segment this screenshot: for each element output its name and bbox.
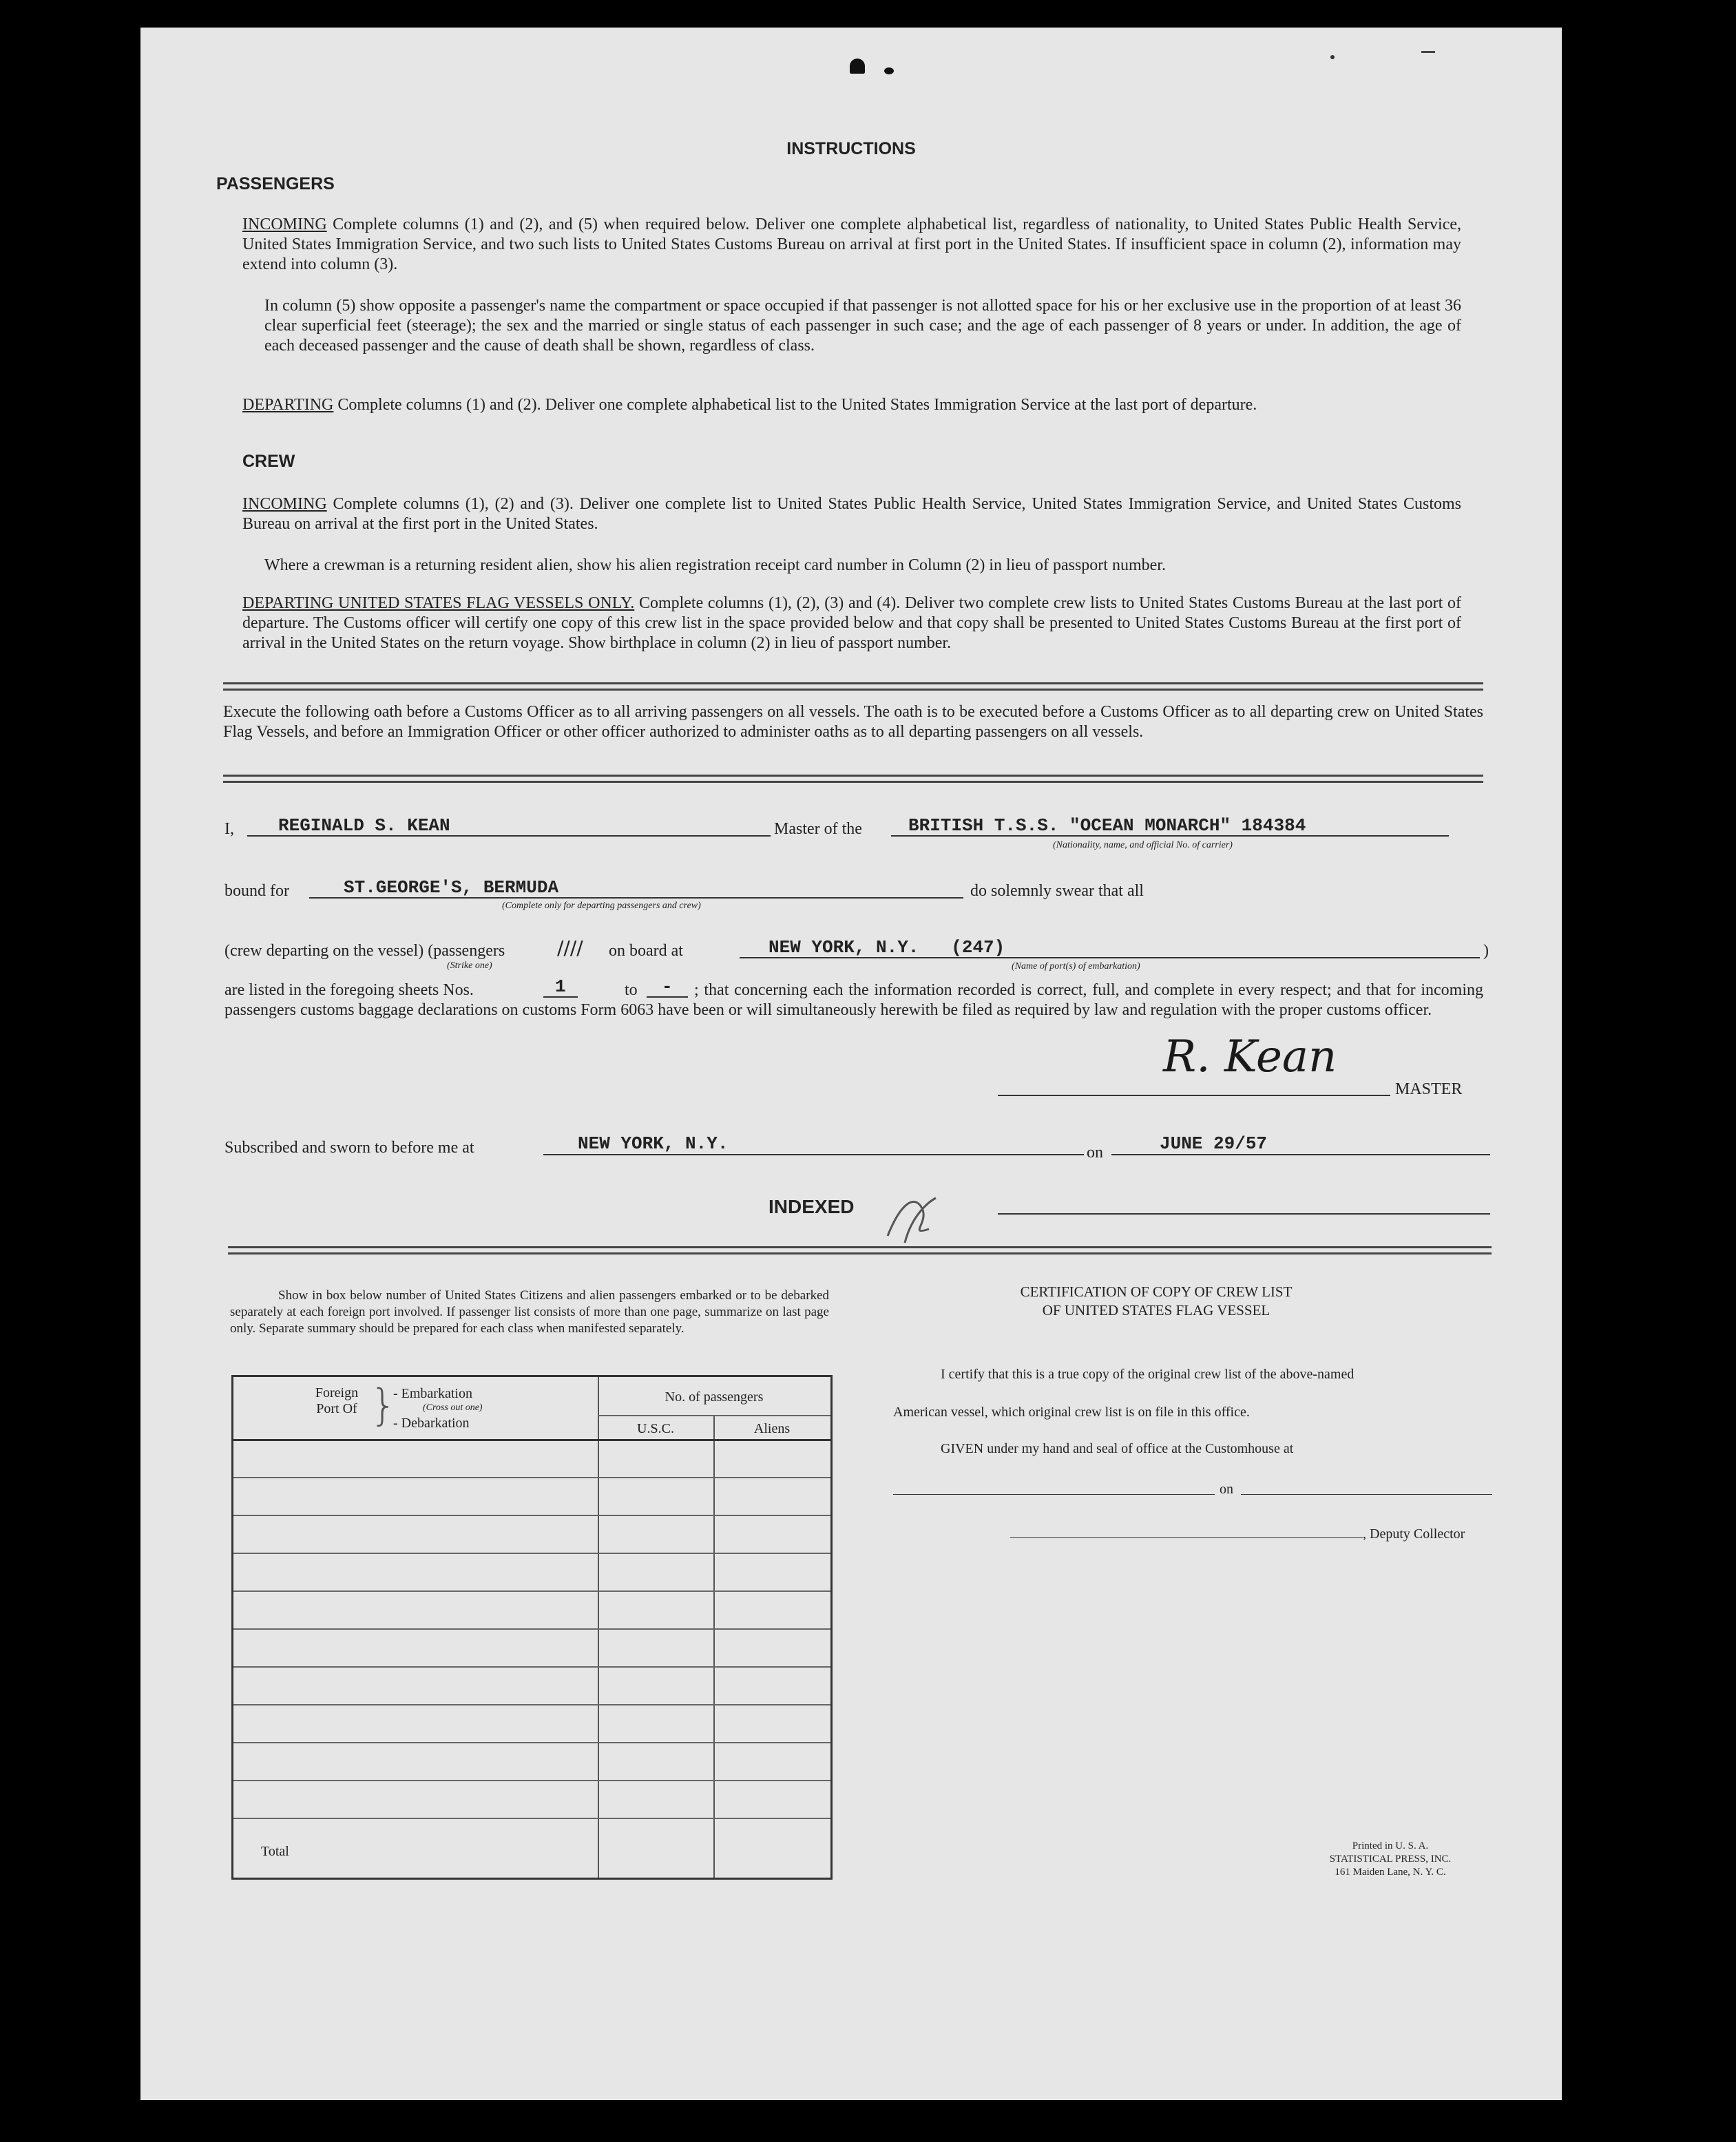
- usc-header: U.S.C.: [637, 1421, 674, 1436]
- crew-resident-paragraph: Where a crewman is a returning resident alien, show his alien registration receipt card number in Column (2) in lieu of passport number.: [264, 556, 1166, 574]
- swear-text: do solemnly swear that all: [970, 882, 1144, 900]
- row-divider: [598, 1415, 830, 1416]
- port-caption: (Name of port(s) of embarkation): [1012, 961, 1140, 972]
- oath-i-label: I,: [224, 820, 234, 838]
- listed-text: ; that concerning each the information recorded is correct, full, and complete in every respect; and that for incoming passengers customs baggage declarations on customs Form 6063 have been or will simultaneously herewith be filed as required by law and regulation with the proper customs officer.: [224, 981, 1483, 1019]
- certification-title-line2: OF UNITED STATES FLAG VESSEL: [1042, 1302, 1270, 1319]
- bound-for-line: [309, 897, 963, 899]
- embarkation-label: - Embarkation: [393, 1386, 472, 1401]
- certification-title: [984, 1283, 1328, 1320]
- crew-heading: CREW: [242, 452, 295, 471]
- total-label: Total: [261, 1844, 289, 1859]
- indexed-line: [998, 1213, 1490, 1215]
- crew-departing-text: (crew departing on the vessel) (passengers: [224, 942, 505, 960]
- passengers-departing-paragraph: [242, 395, 1461, 415]
- subscribed-date-field[interactable]: JUNE 29/57: [1160, 1133, 1268, 1154]
- ink-speck: [1421, 51, 1435, 53]
- customhouse-line: [893, 1494, 1215, 1495]
- divider: [223, 682, 1483, 691]
- row-divider: [233, 1742, 830, 1743]
- vessel-caption: (Nationality, name, and official No. of carrier): [1053, 840, 1233, 850]
- divider: [223, 775, 1483, 783]
- subscribed-label: Subscribed and sworn to before me at: [224, 1139, 474, 1157]
- row-divider: [233, 1477, 830, 1478]
- crew-departing-label: DEPARTING UNITED STATES FLAG VESSELS ONLY.: [242, 594, 635, 612]
- passengers-departing-text: Complete columns (1) and (2). Deliver one complete alphabetical list to the United States Immigration Service at the last port of departure.: [337, 396, 1257, 414]
- passengers-heading: PASSENGERS: [216, 174, 335, 193]
- vessel-line: [891, 835, 1449, 837]
- ink-speck: [884, 67, 894, 74]
- instructions-title: INSTRUCTIONS: [786, 139, 916, 158]
- certify-text: I certify that this is a true copy of the original crew list of the above-named: [941, 1367, 1355, 1382]
- col-divider: [598, 1377, 599, 1878]
- divider: [228, 1246, 1492, 1254]
- close-paren: ): [1483, 942, 1489, 960]
- ink-speck: [1330, 55, 1335, 59]
- passengers-column5-paragraph: In column (5) show opposite a passenger's name the compartment or space occupied if that passenger is not allotted space for his or her exclusive use in the proportion of at least 36 clear superficial feet (steerage); the sex and the married or single status of each passenger in such case; and the age of each passenger of 8 years or under. In addition, the age of each deceased passenger and the cause of death shall be shown, regardless of class.: [264, 297, 1461, 355]
- crew-incoming-label: INCOMING: [242, 495, 327, 513]
- subscribed-on-label: on: [1087, 1144, 1103, 1162]
- bound-for-field[interactable]: ST.GEORGE'S, BERMUDA: [344, 877, 559, 898]
- col-divider: [713, 1415, 715, 1878]
- sheet-to-field[interactable]: -: [662, 976, 673, 997]
- row-divider: [233, 1515, 830, 1516]
- strike-caption: (Strike one): [447, 960, 492, 971]
- master-label: MASTER: [1395, 1080, 1463, 1098]
- row-divider: [233, 1628, 830, 1630]
- on-board-label: on board at: [609, 942, 683, 960]
- to-label: to: [625, 981, 638, 999]
- row-divider: [233, 1780, 830, 1781]
- certification-title-line1: CERTIFICATION OF COPY OF CREW LIST: [1020, 1283, 1293, 1300]
- ink-speck: [850, 59, 865, 74]
- bound-for-label: bound for: [224, 882, 289, 900]
- aliens-header: Aliens: [753, 1421, 791, 1436]
- printer-imprint: [1287, 1840, 1494, 1879]
- indexed-stamp: INDEXED: [768, 1196, 855, 1217]
- subscribed-place-line: [543, 1154, 1084, 1155]
- row-divider: [233, 1553, 830, 1554]
- struck-passengers-mark: ////: [557, 936, 583, 959]
- row-divider: [233, 1704, 830, 1705]
- foreign-port-label: Foreign Port Of: [315, 1385, 359, 1416]
- subscribed-place-field[interactable]: NEW YORK, N.Y.: [578, 1133, 729, 1154]
- given-text: GIVEN under my hand and seal of office at the Customhouse at: [941, 1441, 1294, 1456]
- port-line: [740, 957, 1480, 958]
- listed-label: are listed in the foregoing sheets Nos.: [224, 981, 474, 999]
- master-name-field[interactable]: REGINALD S. KEAN: [278, 815, 450, 836]
- deputy-collector-line: [1010, 1537, 1363, 1538]
- passengers-incoming-text: Complete columns (1) and (2), and (5) when required below. Deliver one complete alphabetical list, regardless of nationality, to United States Public Health Service, United States Immigration Service, and two such lists to United States Customs Bureau on arrival at first port in the United States. If insufficient space in column (2), information may extend into column (3).: [242, 216, 1462, 273]
- crew-incoming-paragraph: [242, 494, 1461, 534]
- deputy-collector-label: , Deputy Collector: [1363, 1526, 1465, 1542]
- sheet-from-field[interactable]: 1: [555, 976, 566, 997]
- certification-on-label: on: [1220, 1482, 1233, 1497]
- passenger-summary-table: [231, 1375, 833, 1880]
- passengers-incoming-paragraph: [242, 215, 1461, 275]
- row-divider: [233, 1818, 830, 1819]
- port-field[interactable]: NEW YORK, N.Y. (247): [768, 937, 1005, 958]
- form-page: [140, 28, 1562, 2100]
- passengers-incoming-label: INCOMING: [242, 216, 327, 233]
- printer-line: STATISTICAL PRESS, INC.: [1329, 1854, 1452, 1865]
- printer-line: Printed in U. S. A.: [1352, 1840, 1429, 1851]
- subscribed-date-line: [1111, 1154, 1490, 1155]
- original-list-text: American vessel, which original crew list is on file in this office.: [893, 1405, 1250, 1420]
- crew-departing-paragraph: [242, 594, 1461, 653]
- master-of-label: Master of the: [774, 820, 862, 838]
- row-divider: [233, 1666, 830, 1668]
- master-signature: R. Kean: [1163, 1031, 1337, 1082]
- oath-intro-paragraph: Execute the following oath before a Customs Officer as to all arriving passengers on all vessels. The oath is to be executed before a Customs Officer as to all departing crew on United States Flag Vessels, and before an Immigration Officer or other officer authorized to administer oaths as to all departing passengers on all vessels.: [223, 703, 1483, 741]
- debarkation-label: - Debarkation: [393, 1416, 470, 1431]
- cross-out-caption: (Cross out one): [423, 1403, 483, 1413]
- bound-for-caption: (Complete only for departing passengers and crew): [502, 901, 701, 911]
- row-divider: [233, 1439, 830, 1441]
- crew-incoming-text: Complete columns (1), (2) and (3). Deliver one complete list to United States Public Health Service, United States Immigration Service, and United States Customs Bureau on arrival at the first port in the United States.: [242, 495, 1461, 533]
- crew-departing-text: Complete columns (1), (2), (3) and (4). Deliver two complete crew lists to United States Customs Bureau at the last port of departure. The Customs officer will certify one copy of this crew list in the space provided below and that copy shall be presented to United States Customs Bureau at the first port of arrival in the United States on the return voyage. Show birthplace in column (2) in lieu of passport number.: [242, 594, 1461, 652]
- indexed-initials-mark: [881, 1188, 943, 1250]
- printer-line: 161 Maiden Lane, N. Y. C.: [1335, 1867, 1446, 1878]
- vessel-field[interactable]: BRITISH T.S.S. "OCEAN MONARCH" 184384: [908, 815, 1306, 836]
- signature-line: [998, 1095, 1390, 1096]
- summary-instructions: Show in box below number of United States Citizens and alien passengers embarked or to be debarked separately at each foreign port involved. If passenger list consists of more than one page, summarize on last page only. Separate summary should be prepared for each class when manifested separately.: [230, 1288, 829, 1336]
- brace-mark: }: [370, 1380, 397, 1430]
- row-divider: [233, 1590, 830, 1592]
- master-name-line: [247, 835, 771, 837]
- certification-date-line: [1241, 1494, 1492, 1495]
- passengers-departing-label: DEPARTING: [242, 396, 334, 414]
- no-passengers-header: No. of passengers: [665, 1389, 764, 1405]
